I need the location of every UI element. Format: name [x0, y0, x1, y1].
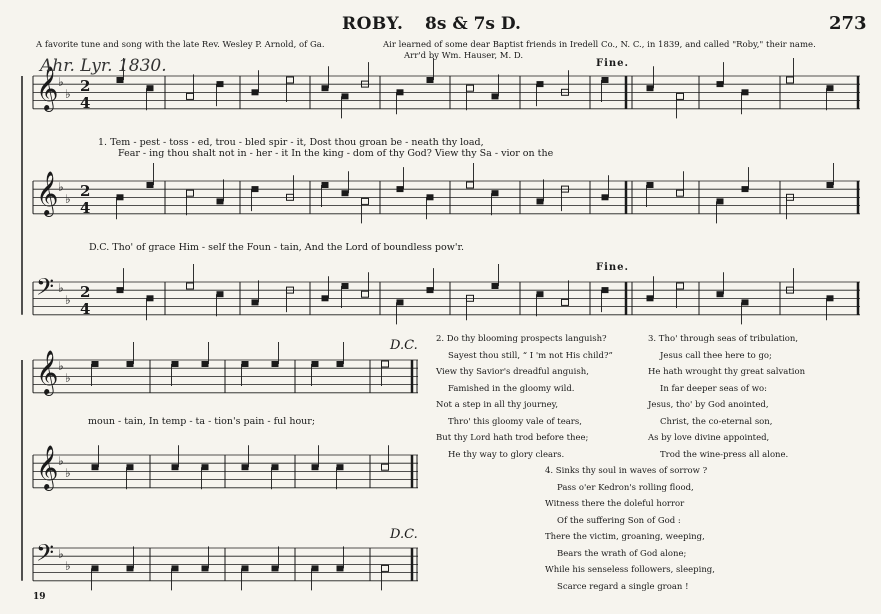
- note-head: [242, 565, 249, 571]
- note-head: [647, 182, 654, 188]
- verse-line: In far deeper seas of wo:: [660, 383, 767, 394]
- note-head: [322, 182, 329, 188]
- flat-icon: ♭: [65, 293, 71, 307]
- note-head: [742, 186, 749, 192]
- note-head: [337, 361, 344, 367]
- verse-line: As by love divine appointed,: [648, 433, 770, 443]
- note-head: [242, 464, 249, 470]
- note-head: [322, 295, 329, 301]
- tune-meter: 8s & 7s D.: [425, 14, 521, 34]
- verse-line: Thro' this gloomy vale of tears,: [448, 416, 582, 427]
- note-head: [312, 464, 319, 470]
- note-head: [537, 81, 544, 87]
- note-head: [827, 182, 834, 188]
- time-signature-bottom: 4: [80, 94, 91, 112]
- verse-line: But thy Lord hath trod before thee;: [436, 433, 589, 443]
- time-signature-bottom: 4: [80, 199, 91, 217]
- note-head: [677, 93, 684, 99]
- note-head: [217, 198, 224, 204]
- note-head: [337, 464, 344, 470]
- verse-4: [545, 463, 715, 595]
- verse-line: 4. Sinks thy soul in waves of sorrow ?: [545, 466, 708, 476]
- verse-3: [648, 331, 805, 463]
- bass-clef-icon: 𝄢: [36, 273, 55, 306]
- note-head: [287, 77, 294, 83]
- treble-clef-icon: 𝄞: [36, 66, 59, 110]
- flat-icon: ♭: [65, 466, 71, 480]
- note-head: [362, 198, 369, 204]
- note-head: [147, 295, 154, 301]
- note-head: [127, 565, 134, 571]
- note-head: [467, 182, 474, 188]
- credit-left: A favorite tune and song with the late Rev. Wesley P. Arnold, of Ga.: [36, 40, 325, 50]
- flat-icon: ♭: [58, 281, 64, 295]
- flat-icon: ♭: [58, 454, 64, 468]
- time-signature-top: 2: [80, 77, 91, 95]
- note-head: [602, 194, 609, 200]
- note-head: [717, 198, 724, 204]
- note-head: [647, 295, 654, 301]
- flat-icon: ♭: [58, 75, 64, 89]
- note-head: [342, 283, 349, 289]
- fine-marker-bass: Fine.: [596, 262, 630, 273]
- verse-2: [436, 331, 613, 463]
- note-head: [172, 361, 179, 367]
- note-head: [322, 85, 329, 91]
- note-head: [602, 77, 609, 83]
- note-head: [647, 85, 654, 91]
- note-head: [312, 361, 319, 367]
- verse-line: Jesus, tho' by God anointed,: [648, 400, 769, 410]
- note-head: [397, 299, 404, 305]
- dc-marker-lower: D.C.: [390, 527, 418, 542]
- note-head: [272, 565, 279, 571]
- note-head: [717, 291, 724, 297]
- note-head: [187, 93, 194, 99]
- note-head: [397, 186, 404, 192]
- verse-line: There the victim, groaning, weeping,: [545, 532, 705, 542]
- note-head: [202, 464, 209, 470]
- note-head: [742, 89, 749, 95]
- note-head: [127, 464, 134, 470]
- note-head: [172, 565, 179, 571]
- verse-line: 3. Tho' through seas of tribulation,: [648, 334, 799, 344]
- verse-line: Scarce regard a single groan !: [557, 581, 689, 592]
- note-head: [272, 464, 279, 470]
- note-head: [217, 291, 224, 297]
- handwritten-annotation: Ahr. Lyr. 1830.: [40, 56, 167, 76]
- note-head: [202, 361, 209, 367]
- verse-line: Trod the wine-press all alone.: [660, 449, 789, 460]
- note-head: [92, 565, 99, 571]
- verse-line: Jesus call thee here to go;: [660, 350, 772, 361]
- flat-icon: ♭: [65, 87, 71, 101]
- lyric-line-4: moun - tain, In temp - ta - tion's pain - ful hour;: [88, 416, 316, 427]
- note-head: [217, 81, 224, 87]
- page-number: 273: [829, 13, 867, 34]
- note-head: [342, 93, 349, 99]
- lyric-line-1: 1. Tem - pest - toss - ed, trou - bled spir - it, Dost thou groan be - neath thy load,: [98, 137, 484, 148]
- note-head: [187, 283, 194, 289]
- time-signature-top: 2: [80, 182, 91, 200]
- note-head: [272, 361, 279, 367]
- note-head: [492, 190, 499, 196]
- note-head: [467, 85, 474, 91]
- arranger-credit: Arr'd by Wm. Hauser, M. D.: [404, 51, 524, 61]
- note-head: [492, 283, 499, 289]
- lyric-line-2: Fear - ing thou shalt not in - her - it In the king - dom of thy God? View thy Sa - vior on the: [118, 148, 554, 159]
- note-head: [537, 291, 544, 297]
- treble-clef-icon: 𝄞: [36, 171, 59, 215]
- lyric-line-3: D.C. Tho' of grace Him - self the Foun - tain, And the Lord of boundless pow'r.: [89, 242, 464, 253]
- flat-icon: ♭: [58, 547, 64, 561]
- verse-line: Not a step in all thy journey,: [436, 400, 559, 410]
- note-head: [117, 287, 124, 293]
- note-head: [147, 182, 154, 188]
- dc-marker-upper: D.C.: [390, 338, 418, 353]
- note-head: [117, 77, 124, 83]
- verse-line: He hath wrought thy great salvation: [648, 367, 806, 377]
- note-head: [602, 287, 609, 293]
- credit-right: Air learned of some dear Baptist friends in Iredell Co., N. C., in 1839, and called "Roby," their name.: [383, 40, 816, 50]
- note-head: [717, 81, 724, 87]
- verse-line: View thy Savior's dreadful anguish,: [436, 367, 589, 377]
- note-head: [242, 361, 249, 367]
- note-head: [127, 361, 134, 367]
- note-head: [537, 198, 544, 204]
- note-head: [827, 85, 834, 91]
- note-head: [252, 299, 259, 305]
- flat-icon: ♭: [65, 559, 71, 573]
- note-head: [427, 77, 434, 83]
- verse-line: Sayest thou still, “ I 'm not His child?”: [448, 350, 613, 361]
- note-head: [92, 361, 99, 367]
- note-head: [677, 190, 684, 196]
- flat-icon: ♭: [58, 359, 64, 373]
- verse-line: While his senseless followers, sleeping,: [545, 565, 715, 575]
- treble-clef-icon: 𝄞: [36, 350, 59, 394]
- verse-line: Bears the wrath of God alone;: [557, 548, 687, 559]
- verse-line: Christ, the co-eternal son,: [660, 416, 773, 427]
- note-head: [252, 89, 259, 95]
- note-head: [397, 89, 404, 95]
- note-head: [312, 565, 319, 571]
- verse-line: Famished in the gloomy wild.: [448, 383, 575, 394]
- flat-icon: ♭: [65, 371, 71, 385]
- verse-line: 2. Do thy blooming prospects languish?: [436, 334, 607, 344]
- note-head: [382, 464, 389, 470]
- note-head: [492, 93, 499, 99]
- note-head: [677, 283, 684, 289]
- note-head: [342, 190, 349, 196]
- tune-title: ROBY.: [342, 14, 404, 34]
- note-head: [427, 194, 434, 200]
- note-head: [382, 361, 389, 367]
- signature-mark: 19: [33, 592, 46, 602]
- note-head: [92, 464, 99, 470]
- note-head: [172, 464, 179, 470]
- verse-line: Pass o'er Kedron's rolling flood,: [557, 482, 694, 493]
- note-head: [252, 186, 259, 192]
- note-head: [117, 194, 124, 200]
- time-signature-bottom: 4: [80, 300, 91, 318]
- note-head: [382, 565, 389, 571]
- flat-icon: ♭: [58, 180, 64, 194]
- treble-clef-icon: 𝄞: [36, 445, 59, 489]
- verse-line: Witness there the doleful horror: [545, 499, 685, 509]
- verse-line: He thy way to glory clears.: [448, 449, 565, 460]
- bass-clef-icon: 𝄢: [36, 539, 55, 572]
- note-head: [362, 291, 369, 297]
- note-head: [427, 287, 434, 293]
- note-head: [202, 565, 209, 571]
- verse-line: Of the suffering Son of God :: [557, 515, 681, 526]
- note-head: [787, 77, 794, 83]
- note-head: [742, 299, 749, 305]
- fine-marker-top: Fine.: [596, 58, 630, 69]
- note-head: [562, 299, 569, 305]
- time-signature-top: 2: [80, 283, 91, 301]
- note-head: [147, 85, 154, 91]
- note-head: [827, 295, 834, 301]
- note-head: [337, 565, 344, 571]
- flat-icon: ♭: [65, 192, 71, 206]
- note-head: [187, 190, 194, 196]
